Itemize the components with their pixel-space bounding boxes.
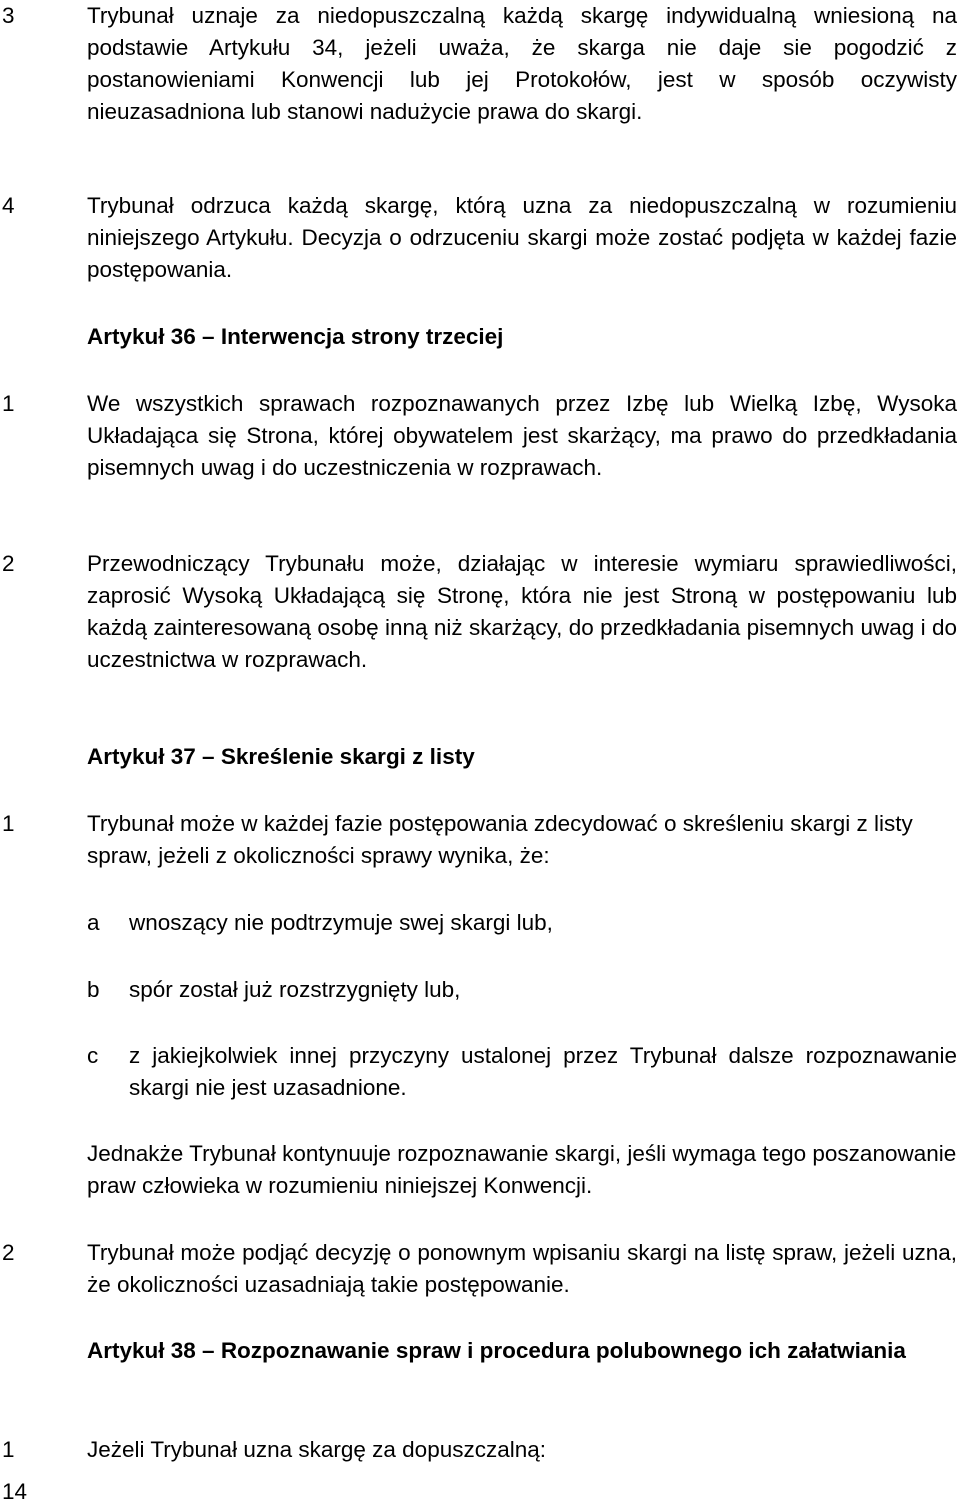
article-36-heading: Artykuł 36 – Interwencja strony trzeciej — [87, 324, 504, 349]
paragraph-text: Jednakże Trybunał kontynuuje rozpoznawanie skargi, jeśli wymaga tego poszanowanie praw człowieka w rozumieniu niniejszej Konwencji. — [87, 1141, 957, 1198]
article-36-paragraph-1 — [0, 388, 958, 484]
article-37-paragraph-2 — [0, 1237, 958, 1301]
paragraph-text: Jeżeli Trybunał uzna skargę za dopuszczalną: — [87, 1437, 547, 1462]
paragraph-text: Trybunał odrzuca każdą skargę, którą uzna za niedopuszczalną w rozumieniu niniejszego Artykułu. Decyzja o odrzuceniu skargi może zostać podjęta w każdej fazie postępowania. — [87, 193, 957, 282]
article-37-paragraph-1 — [0, 808, 958, 872]
paragraph-text: Przewodniczący Trybunału może, działając w interesie wymiaru sprawiedliwości, zaprosić Wysoką Układającą się Stronę, która nie jest Stroną w postępowaniu lub każdą zainteresowaną osobę inną niż skarżący, do przedkładania pisemnych uwag i do uczestnictwa w rozprawach. — [87, 551, 957, 672]
paragraph-4 — [0, 190, 958, 286]
paragraph-3 — [0, 0, 958, 128]
list-item-c — [0, 1040, 958, 1104]
list-item-text: z jakiejkolwiek innej przyczyny ustalonej przez Trybunał dalsze rozpoznawanie skargi nie jest uzasadnione. — [129, 1043, 957, 1100]
paragraph-number: 2 — [2, 551, 15, 576]
list-item-text: wnoszący nie podtrzymuje swej skargi lub, — [129, 910, 553, 935]
paragraph-number: 1 — [2, 1437, 15, 1462]
list-item-a — [0, 907, 958, 939]
paragraph-text: Trybunał uznaje za niedopuszczalną każdą skargę indywidualną wniesioną na podstawie Artykułu 34, jeżeli uważa, że skarga nie daje sie pogodzić z postanowieniami Konwencji lub jej Protokołów, jest w sposób oczywisty nieuzasadniona lub stanowi nadużycie prawa do skargi. — [87, 3, 957, 124]
paragraph-text: Trybunał może w każdej fazie postępowania zdecydować o skreśleniu skargi z listy spraw, jeżeli z okoliczności sprawy wynika, że: — [87, 811, 913, 868]
paragraph-number: 1 — [2, 391, 15, 416]
article-38-paragraph-1 — [0, 1434, 958, 1466]
article-37-continuation — [0, 1138, 958, 1202]
paragraph-number: 3 — [2, 3, 15, 28]
paragraph-number: 4 — [2, 193, 15, 218]
list-item-letter: c — [87, 1043, 99, 1068]
article-38-heading: Artykuł 38 – Rozpoznawanie spraw i procedura polubownego ich załatwiania — [87, 1338, 906, 1363]
paragraph-number: 2 — [2, 1240, 15, 1265]
list-item-text: spór został już rozstrzygnięty lub, — [129, 977, 461, 1002]
list-item-letter: b — [87, 977, 100, 1002]
paragraph-text: We wszystkich sprawach rozpoznawanych przez Izbę lub Wielką Izbę, Wysoka Układająca się Strona, której obywatelem jest skarżący, ma prawo do przedkładania pisemnych uwag i do uczestniczenia w rozprawach. — [87, 391, 957, 480]
paragraph-text: Trybunał może podjąć decyzję o ponownym wpisaniu skargi na listę spraw, jeżeli uzna, że okoliczności uzasadniają takie postępowanie. — [87, 1240, 957, 1297]
article-37-heading: Artykuł 37 – Skreślenie skargi z listy — [87, 744, 475, 769]
list-item-b — [0, 974, 958, 1006]
paragraph-number: 1 — [2, 811, 15, 836]
page-number: 14 — [2, 1479, 28, 1504]
article-36-paragraph-2 — [0, 548, 958, 676]
list-item-letter: a — [87, 910, 100, 935]
